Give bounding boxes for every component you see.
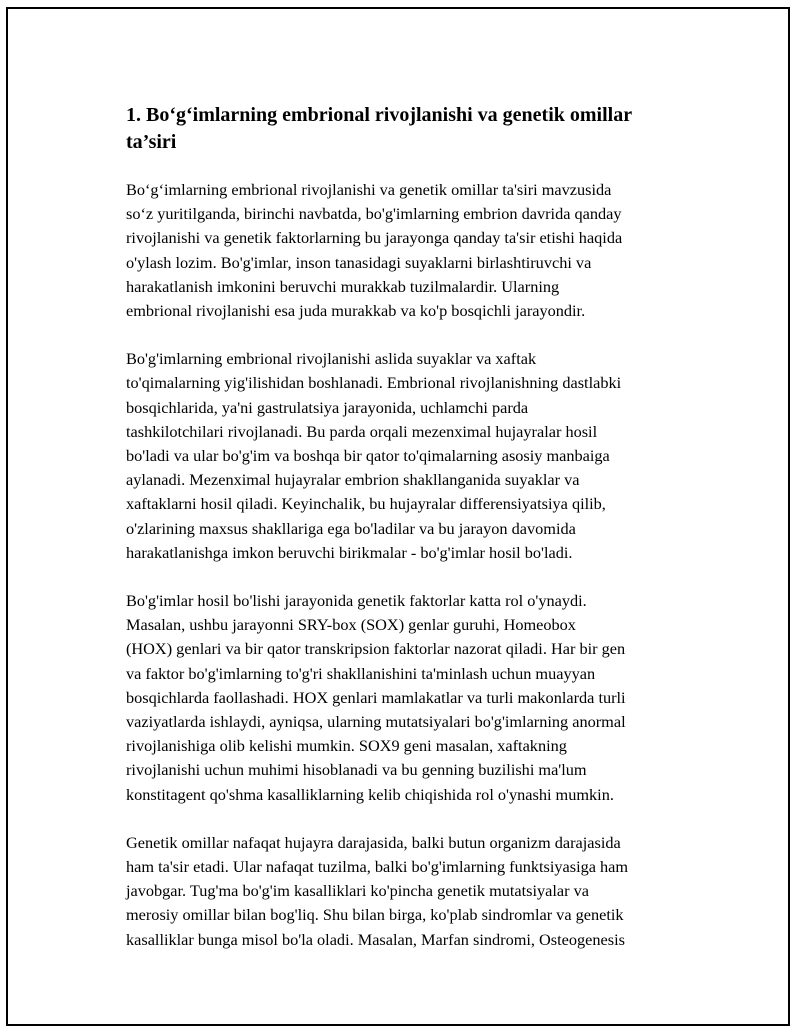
text-line: rivojlanishiga olib kelishi mumkin. SOX9 geni masalan, xaftakning [126, 736, 567, 756]
text-line: vaziyatlarda ishlaydi, ayniqsa, ularning mutatsiyalari bo'g'imlarning anormal [126, 712, 626, 732]
text-line: bo'ladi va ular bo'g'im va boshqa bir qator to'qimalarning asosiy manbaiga [126, 446, 610, 466]
text-line: harakatlanishga imkon beruvchi birikmalar - bo'g'imlar hosil bo'ladi. [126, 542, 573, 562]
text-line: rivojlanishi uchun muhimi hisoblanadi va bu genning buzilishi ma'lum [126, 760, 587, 780]
text-line: rivojlanishi va genetik faktorlarning bu jarayonga qanday ta'sir etishi haqida [126, 228, 623, 248]
text-line: o'ylash lozim. Bo'g'imlar, inson tanasidagi suyaklarni birlashtiruvchi va [126, 252, 592, 272]
text-line: bosqichlarda faollashadi. HOX genlari mamlakatlar va turli makonlarda turli [126, 687, 626, 707]
text-line: javobgar. Tug'ma bo'g'im kasalliklari ko'pincha genetik mutatsiyalar va [126, 881, 589, 901]
paragraph [119, 589, 699, 807]
text-line: merosiy omillar bilan bog'liq. Shu bilan birga, ko'plab sindromlar va genetik [126, 905, 624, 925]
text-line: (HOX) genlari va bir qator transkripsion faktorlar nazorat qiladi. Har bir gen [126, 639, 626, 659]
text-line: embrional rivojlanishi esa juda murakkab va ko'p bosqichli jarayondir. [126, 301, 586, 321]
text-line: konstitagent qo'shma kasalliklarning kelib chiqishida rol o'ynashi mumkin. [126, 784, 614, 804]
heading-line: 1. Bo‘g‘imlarning embrional rivojlanishi va genetik omillar [126, 104, 633, 126]
heading-line: ta’siri [126, 131, 177, 153]
text-line: xaftaklarni hosil qiladi. Keyinchalik, bu hujayralar differensiyatsiya qilib, [126, 494, 606, 514]
paragraph [119, 831, 699, 952]
text-line: Masalan, ushbu jarayonni SRY-box (SOX) genlar guruhi, Homeobox [126, 615, 576, 635]
text-line: Genetik omillar nafaqat hujayra darajasida, balki butun organizm darajasida [126, 832, 621, 852]
text-line: harakatlanish imkonini beruvchi murakkab tuzilmalardir. Ularning [126, 276, 560, 296]
text-line: tashkilotchilari rivojlanadi. Bu parda orqali mezenximal hujayralar hosil [126, 421, 598, 441]
page-frame [6, 7, 790, 1026]
text-line: Bo'g'imlarning embrional rivojlanishi aslida suyaklar va xaftak [126, 349, 537, 369]
paragraph [119, 178, 699, 323]
text-line: o'zlarining maxsus shakllariga ega bo'ladilar va bu jarayon davomida [126, 518, 576, 538]
text-line: kasalliklar bunga misol bo'la oladi. Masalan, Marfan sindromi, Osteogenesis [126, 929, 625, 949]
text-line: Bo‘g‘imlarning embrional rivojlanishi va genetik omillar ta'siri mavzusida [126, 180, 612, 199]
text-line: va faktor bo'g'imlarning to'g'ri shakllanishini ta'minlash uchun muayyan [126, 663, 596, 683]
text-line: to'qimalarning yig'ilishidan boshlanadi. Embrional rivojlanishning dastlabki [126, 373, 622, 393]
text-line: so‘z yuritilganda, birinchi navbatda, bo'g'imlarning embrion davrida qanday [126, 204, 622, 224]
section-heading [119, 102, 699, 156]
text-line: ham ta'sir etadi. Ular nafaqat tuzilma, balki bo'g'imlarning funktsiyasiga ham [126, 857, 629, 877]
text-line: Bo'g'imlar hosil bo'lishi jarayonida genetik faktorlar katta rol o'ynaydi. [126, 591, 587, 611]
paragraph [119, 347, 699, 565]
text-line: aylanadi. Mezenximal hujayralar embrion shakllanganida suyaklar va [126, 470, 580, 490]
text-line: bosqichlarida, ya'ni gastrulatsiya jarayonida, uchlamchi parda [126, 397, 529, 417]
document-body [119, 102, 699, 976]
